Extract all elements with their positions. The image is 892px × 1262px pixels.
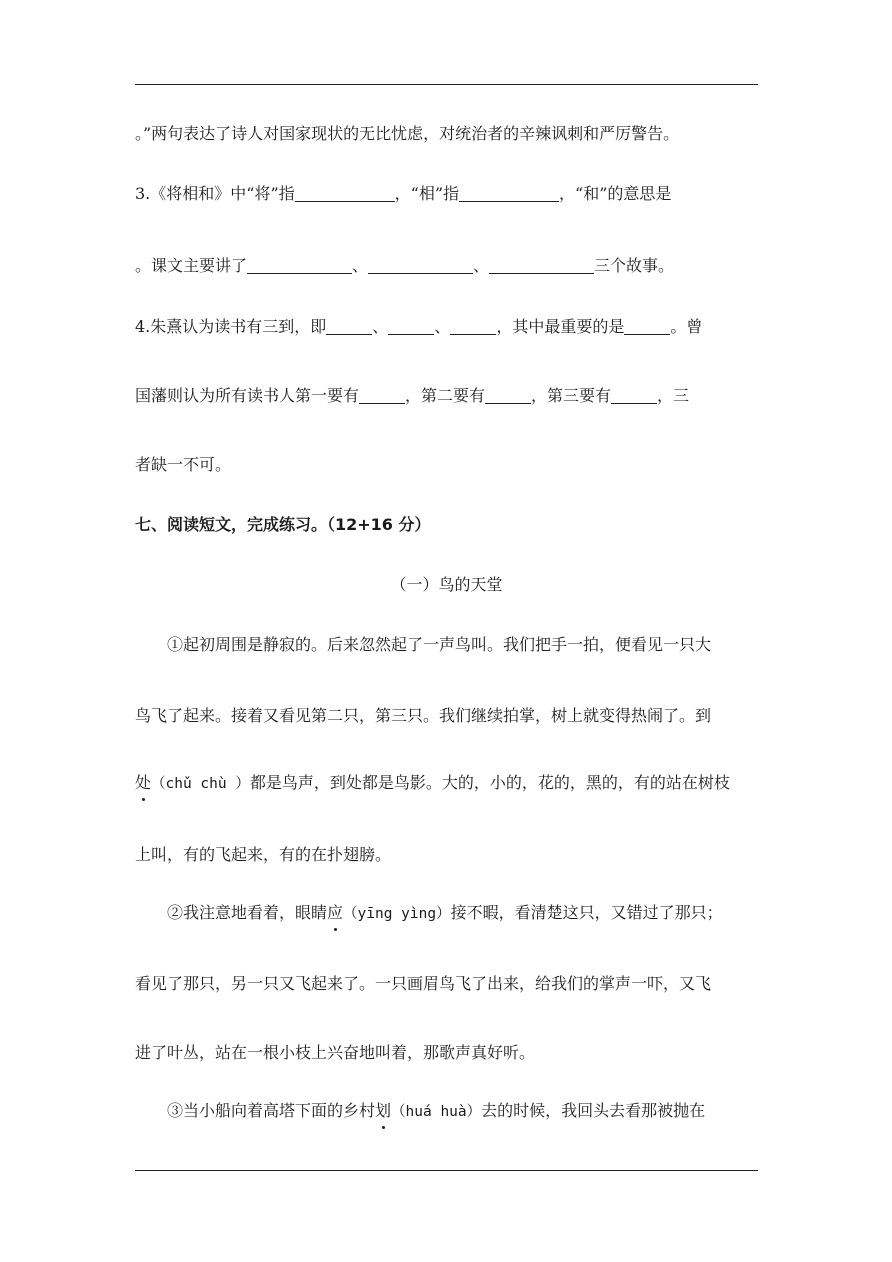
paragraph-text: ③当小船向着高塔下面的乡村	[167, 1101, 376, 1120]
question-text: 3.《将相和》中“将”指	[135, 184, 295, 203]
question-4-line-2	[135, 383, 758, 409]
paragraph-line	[135, 1040, 758, 1066]
question-text: 、	[372, 317, 389, 336]
answer-blank[interactable]	[247, 255, 352, 274]
question-4-line-3	[135, 452, 758, 478]
text-line	[135, 121, 758, 147]
paragraph-line	[135, 703, 758, 729]
answer-blank[interactable]	[459, 183, 559, 202]
passage-title	[135, 572, 758, 598]
pinyin-options[interactable]: （chǔ chù ）	[151, 776, 250, 792]
paragraph-text: 都是鸟声，到处都是鸟影。大的，小的，花的，黑的，有的站在树枝	[249, 773, 730, 792]
section-title: 七、阅读短文，完成练习。（12+16 分）	[135, 515, 431, 534]
paragraph-text: 看见了那只，另一只又飞起来了。一只画眉鸟飞了出来，给我们的掌声一吓，又飞	[135, 974, 712, 993]
paragraph-line	[167, 1098, 758, 1124]
dotted-character: 划	[375, 1098, 391, 1124]
answer-blank[interactable]	[450, 316, 496, 335]
answer-blank[interactable]	[489, 255, 594, 274]
paragraph-text: ②我注意地看着，眼睛	[167, 903, 328, 922]
pinyin-options[interactable]: （yīng yìng）	[343, 906, 451, 922]
paragraph-text: 去的时候，我回头去看那被抛在	[481, 1101, 706, 1120]
question-text: 。课文主要讲了	[135, 256, 248, 275]
answer-blank[interactable]	[485, 385, 531, 404]
question-text: 者缺一不可。	[135, 455, 232, 474]
answer-blank[interactable]	[624, 316, 670, 335]
paragraph-line	[167, 900, 758, 926]
paragraph-line	[135, 842, 758, 868]
question-text: ，其中最重要的是	[496, 317, 625, 336]
answer-blank[interactable]	[326, 316, 372, 335]
question-text: ，“和”的意思是	[559, 184, 672, 203]
question-text: 、	[352, 256, 369, 275]
sentence-text: 。”两句表达了诗人对国家现状的无比忧虑，对统治者的辛辣讽刺和严厉警告。	[135, 124, 680, 143]
answer-blank[interactable]	[359, 385, 405, 404]
pinyin-options[interactable]: （huá huà）	[391, 1104, 482, 1120]
question-text: 三个故事。	[594, 256, 675, 275]
answer-blank[interactable]	[611, 385, 657, 404]
paragraph-text: 接不暇，看清楚这只，又错过了那只；	[450, 903, 723, 922]
question-3-line-1	[135, 181, 758, 207]
paragraph-text: ①起初周围是静寂的。后来忽然起了一声鸟叫。我们把手一拍，便看见一只大	[167, 635, 712, 654]
question-text: ，三	[657, 386, 690, 405]
paragraph-text: 进了叶丛，站在一根小枝上兴奋地叫着，那歌声真好听。	[135, 1043, 536, 1062]
question-4-line-1	[135, 314, 758, 340]
question-text: ，“相”指	[394, 184, 460, 203]
footer-rule	[135, 1170, 758, 1171]
paragraph-line	[135, 770, 758, 796]
answer-blank[interactable]	[368, 255, 473, 274]
question-text: ，第三要有	[531, 386, 612, 405]
question-3-line-2	[135, 253, 758, 279]
paragraph-line	[135, 971, 758, 997]
question-text: ，第二要有	[405, 386, 486, 405]
header-rule	[135, 84, 758, 85]
question-text: 。曾	[670, 317, 703, 336]
paragraph-text: 鸟飞了起来。接着又看见第二只，第三只。我们继续拍掌，树上就变得热闹了。到	[135, 706, 712, 725]
question-text: 国藩则认为所有读书人第一要有	[135, 386, 360, 405]
question-text: 4.朱熹认为读书有三到，即	[135, 317, 327, 336]
answer-blank[interactable]	[295, 183, 395, 202]
section-heading	[135, 512, 758, 538]
paragraph-text: 上叫，有的飞起来，有的在扑翅膀。	[135, 845, 392, 864]
dotted-character: 处	[135, 770, 151, 796]
passage-title-text: （一）鸟的天堂	[390, 575, 503, 594]
paragraph-line	[167, 632, 758, 658]
question-text: 、	[434, 317, 451, 336]
question-text: 、	[473, 256, 490, 275]
dotted-character: 应	[327, 900, 343, 926]
answer-blank[interactable]	[388, 316, 434, 335]
